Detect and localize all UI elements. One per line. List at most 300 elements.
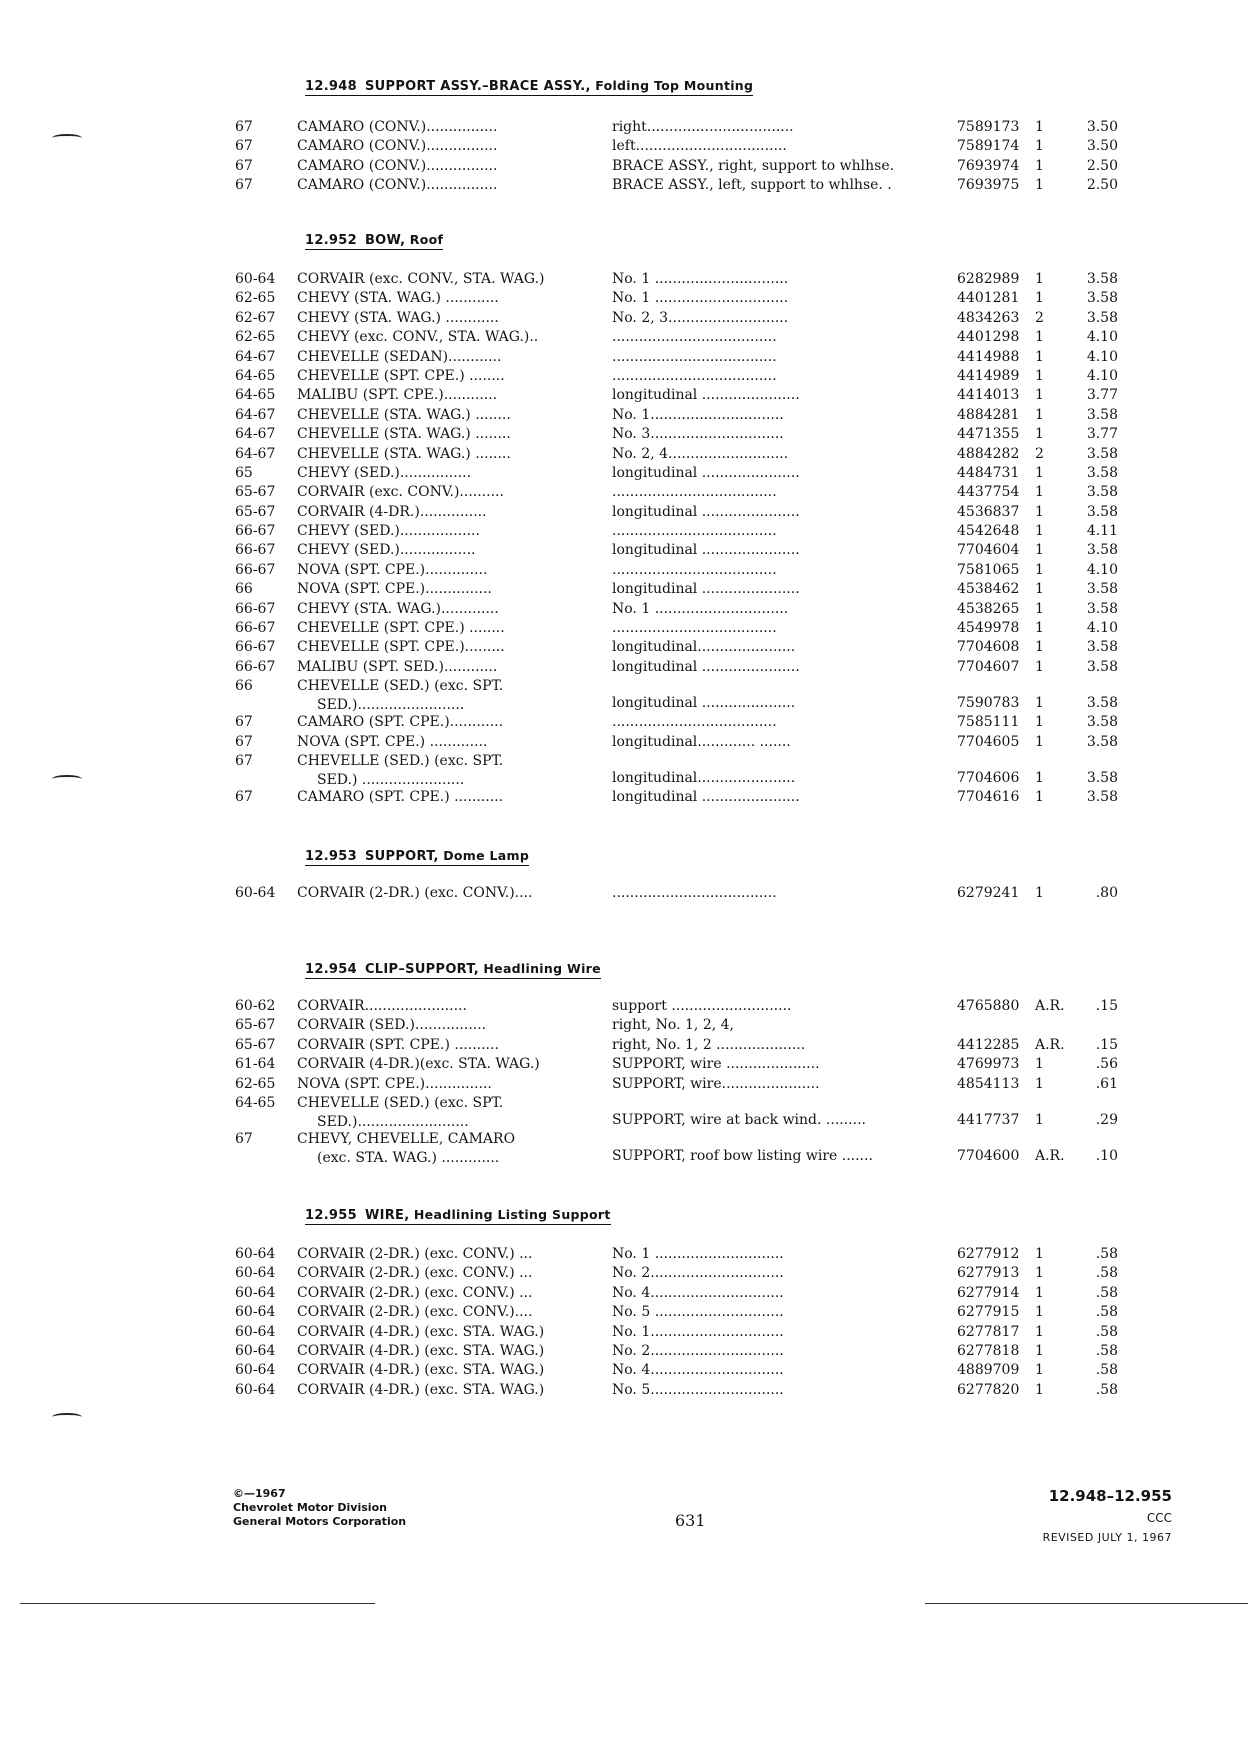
price: 3.77 bbox=[1086, 387, 1118, 404]
model-year: 60-64 bbox=[235, 1265, 276, 1282]
section-number: 12.954 bbox=[305, 962, 357, 977]
part-description: right, No. 1, 2 .................... bbox=[612, 1036, 806, 1053]
quantity: 1 bbox=[1035, 658, 1044, 675]
model-year: 65-67 bbox=[235, 484, 276, 501]
model-name bbox=[297, 1016, 587, 1035]
part-number: 4889709 bbox=[957, 1362, 1020, 1379]
model-year: 67 bbox=[235, 733, 253, 750]
part-number: 6277913 bbox=[957, 1265, 1020, 1282]
table-row bbox=[0, 997, 1248, 1016]
quantity: 1 bbox=[1035, 1265, 1044, 1282]
price: 3.58 bbox=[1086, 788, 1118, 805]
quantity: 1 bbox=[1035, 464, 1044, 481]
part-number: 4401298 bbox=[957, 329, 1020, 346]
section-title: BOW, bbox=[364, 233, 406, 248]
part-description: right................................. bbox=[612, 119, 794, 135]
model-name bbox=[297, 713, 587, 732]
model-name bbox=[297, 638, 587, 657]
model-name-line: CHEVY (STA. WAG.)............. bbox=[297, 600, 499, 617]
division-name: Chevrolet Motor Division bbox=[233, 1501, 387, 1514]
price: .10 bbox=[1095, 1147, 1118, 1164]
part-description: SUPPORT, wire at back wind. ......... bbox=[612, 1111, 866, 1128]
table-row bbox=[0, 309, 1248, 328]
model-name-line: CORVAIR (exc. CONV., STA. WAG.) bbox=[297, 271, 545, 287]
model-name bbox=[297, 677, 587, 715]
part-description: longitudinal ...................... bbox=[612, 464, 800, 481]
model-name bbox=[297, 348, 587, 367]
price: 3.58 bbox=[1086, 600, 1118, 617]
price: .15 bbox=[1095, 998, 1118, 1014]
page-number: 631 bbox=[675, 1511, 706, 1530]
quantity: A.R. bbox=[1035, 1147, 1065, 1164]
price: 3.58 bbox=[1086, 445, 1118, 462]
model-name bbox=[297, 1303, 587, 1322]
quantity: 1 bbox=[1035, 484, 1044, 501]
model-name bbox=[297, 561, 587, 580]
parts-list bbox=[0, 270, 1248, 807]
part-number: 6277915 bbox=[957, 1304, 1020, 1321]
model-name bbox=[297, 1036, 587, 1055]
price: .58 bbox=[1095, 1265, 1118, 1282]
quantity: 1 bbox=[1035, 348, 1044, 365]
model-year: 61-64 bbox=[235, 1056, 276, 1073]
part-description: longitudinal ..................... bbox=[612, 695, 796, 712]
model-name-line: CORVAIR (2-DR.) (exc. CONV.).... bbox=[297, 1304, 533, 1321]
part-number: 7589174 bbox=[957, 138, 1020, 155]
model-name-line: CHEVY (SED.)................. bbox=[297, 542, 476, 559]
model-name bbox=[297, 1284, 587, 1303]
model-year: 67 bbox=[235, 138, 253, 155]
section-subtitle: Roof bbox=[409, 232, 444, 247]
quantity: 1 bbox=[1035, 769, 1044, 786]
model-name bbox=[297, 328, 587, 347]
part-description: right, No. 1, 2, 4, bbox=[612, 1017, 734, 1034]
model-name bbox=[297, 176, 587, 195]
revision-date: REVISED JULY 1, 1967 bbox=[1042, 1531, 1172, 1544]
part-description: ..................................... bbox=[612, 885, 777, 901]
price: 3.58 bbox=[1086, 733, 1118, 750]
price: 3.58 bbox=[1086, 639, 1118, 656]
model-name-line: CORVAIR (2-DR.) (exc. CONV.) ... bbox=[297, 1284, 533, 1301]
part-number: 6277912 bbox=[957, 1246, 1020, 1262]
price: 4.10 bbox=[1086, 561, 1118, 578]
model-name-line: CHEVELLE (SPT. CPE.)......... bbox=[297, 639, 505, 656]
part-description: longitudinal...................... bbox=[612, 639, 796, 656]
model-name-line: CHEVELLE (STA. WAG.) ........ bbox=[297, 406, 511, 423]
price: .58 bbox=[1095, 1323, 1118, 1340]
model-year: 60-64 bbox=[235, 1362, 276, 1379]
model-year: 62-65 bbox=[235, 1075, 276, 1092]
table-row bbox=[0, 386, 1248, 405]
model-year: 60-64 bbox=[235, 1304, 276, 1321]
quantity: 1 bbox=[1035, 367, 1044, 384]
table-row bbox=[0, 1284, 1248, 1303]
model-year: 62-65 bbox=[235, 290, 276, 307]
part-number: 7589173 bbox=[957, 119, 1020, 135]
model-name-line: NOVA (SPT. CPE.)............... bbox=[297, 1075, 492, 1092]
model-year: 60-64 bbox=[235, 1342, 276, 1359]
quantity: 1 bbox=[1035, 1056, 1044, 1073]
price: .80 bbox=[1095, 885, 1118, 901]
model-name-line: CAMARO (SPT. CPE.)............ bbox=[297, 714, 504, 731]
table-row bbox=[0, 884, 1248, 903]
part-description: left.................................. bbox=[612, 138, 787, 155]
model-name-line: CHEVY (SED.)................ bbox=[297, 464, 472, 481]
model-name-line: CHEVELLE (SED.) (exc. SPT. bbox=[297, 1094, 504, 1111]
model-name bbox=[297, 367, 587, 386]
price: .58 bbox=[1095, 1284, 1118, 1301]
part-description: longitudinal...................... bbox=[612, 769, 796, 786]
model-year: 67 bbox=[235, 788, 253, 805]
section-heading bbox=[305, 1207, 611, 1225]
quantity: 1 bbox=[1035, 523, 1044, 540]
price: .58 bbox=[1095, 1304, 1118, 1321]
model-year: 65-67 bbox=[235, 1017, 276, 1034]
part-number: 4414989 bbox=[957, 367, 1020, 384]
model-name bbox=[297, 137, 587, 156]
model-name-line: CHEVELLE (SPT. CPE.) ........ bbox=[297, 620, 505, 637]
part-number: 4884281 bbox=[957, 406, 1020, 423]
price: .56 bbox=[1095, 1056, 1118, 1073]
section-heading bbox=[305, 78, 753, 96]
model-year: 66-67 bbox=[235, 542, 276, 559]
price: 3.50 bbox=[1086, 138, 1118, 155]
model-name-line: CAMARO (SPT. CPE.) ........... bbox=[297, 788, 504, 805]
table-row bbox=[0, 1094, 1248, 1130]
section-number: 12.955 bbox=[305, 1208, 357, 1223]
parts-list bbox=[0, 118, 1248, 196]
table-row bbox=[0, 788, 1248, 807]
model-name-line: CAMARO (CONV.)................ bbox=[297, 177, 498, 194]
model-year: 64-65 bbox=[235, 1094, 276, 1111]
part-number: 7585111 bbox=[957, 714, 1020, 731]
table-row bbox=[0, 503, 1248, 522]
part-description: BRACE ASSY., left, support to whlhse. . bbox=[612, 177, 892, 194]
quantity: 2 bbox=[1035, 309, 1044, 326]
model-name-line: CORVAIR....................... bbox=[297, 998, 467, 1014]
model-name-line: SED.)........................ bbox=[317, 697, 465, 714]
part-description: No. 1 .............................. bbox=[612, 290, 789, 307]
model-name bbox=[297, 1361, 587, 1380]
part-description: longitudinal ...................... bbox=[612, 542, 800, 559]
quantity: 1 bbox=[1035, 271, 1044, 287]
part-number: 4538462 bbox=[957, 581, 1020, 598]
table-row bbox=[0, 1130, 1248, 1166]
model-name bbox=[297, 600, 587, 619]
model-name bbox=[297, 1245, 587, 1264]
quantity: 1 bbox=[1035, 426, 1044, 443]
model-name bbox=[297, 619, 587, 638]
part-description: ..................................... bbox=[612, 329, 777, 346]
section-range: 12.948–12.955 bbox=[1048, 1487, 1172, 1505]
model-year: 64-67 bbox=[235, 426, 276, 443]
quantity: 1 bbox=[1035, 639, 1044, 656]
model-name-line: CAMARO (CONV.)................ bbox=[297, 138, 498, 155]
part-number: 4414013 bbox=[957, 387, 1020, 404]
quantity: 1 bbox=[1035, 714, 1044, 731]
table-row bbox=[0, 176, 1248, 195]
part-description: longitudinal ...................... bbox=[612, 387, 800, 404]
model-name bbox=[297, 1342, 587, 1361]
quantity: 1 bbox=[1035, 290, 1044, 307]
model-year: 60-62 bbox=[235, 998, 276, 1014]
part-number: 4765880 bbox=[957, 998, 1020, 1014]
model-year: 66 bbox=[235, 678, 253, 695]
model-name-line: CHEVELLE (SEDAN)............ bbox=[297, 348, 502, 365]
part-number: 4401281 bbox=[957, 290, 1020, 307]
model-name bbox=[297, 406, 587, 425]
price: 3.58 bbox=[1086, 503, 1118, 520]
footer-range-block bbox=[1043, 1487, 1172, 1544]
part-description: No. 2.............................. bbox=[612, 1265, 784, 1282]
quantity: 1 bbox=[1035, 561, 1044, 578]
table-row bbox=[0, 752, 1248, 788]
part-number: 4549978 bbox=[957, 620, 1020, 637]
table-row bbox=[0, 580, 1248, 599]
table-row bbox=[0, 1381, 1248, 1400]
part-number: 7704605 bbox=[957, 733, 1020, 750]
parts-list bbox=[0, 1245, 1248, 1400]
table-row bbox=[0, 677, 1248, 713]
table-row bbox=[0, 561, 1248, 580]
price: 3.77 bbox=[1086, 426, 1118, 443]
model-year: 60-64 bbox=[235, 1284, 276, 1301]
price: 3.58 bbox=[1086, 290, 1118, 307]
part-description: No. 2.............................. bbox=[612, 1342, 784, 1359]
price: .61 bbox=[1095, 1075, 1118, 1092]
parts-list bbox=[0, 884, 1248, 903]
model-year: 62-67 bbox=[235, 309, 276, 326]
part-description: No. 4.............................. bbox=[612, 1362, 784, 1379]
model-name-line: CHEVELLE (STA. WAG.) ........ bbox=[297, 426, 511, 443]
model-year: 67 bbox=[235, 119, 253, 135]
price: 3.58 bbox=[1086, 714, 1118, 731]
model-name bbox=[297, 580, 587, 599]
model-year: 60-64 bbox=[235, 885, 276, 901]
quantity: 1 bbox=[1035, 1075, 1044, 1092]
quantity: 1 bbox=[1035, 406, 1044, 423]
table-row bbox=[0, 638, 1248, 657]
part-number: 6277817 bbox=[957, 1323, 1020, 1340]
quantity: 1 bbox=[1035, 1246, 1044, 1262]
part-description: SUPPORT, wire...................... bbox=[612, 1075, 820, 1092]
model-name bbox=[297, 118, 587, 137]
price: .58 bbox=[1095, 1246, 1118, 1262]
part-description: longitudinal............. ....... bbox=[612, 733, 791, 750]
table-row bbox=[0, 522, 1248, 541]
table-row bbox=[0, 406, 1248, 425]
section-number: 12.948 bbox=[305, 79, 357, 94]
quantity: 1 bbox=[1035, 119, 1044, 135]
model-name bbox=[297, 289, 587, 308]
model-name-line: CORVAIR (4-DR.) (exc. STA. WAG.) bbox=[297, 1342, 545, 1359]
price: 3.58 bbox=[1086, 695, 1118, 712]
margin-mark bbox=[52, 134, 82, 142]
quantity: 1 bbox=[1035, 733, 1044, 750]
price: 3.58 bbox=[1086, 271, 1118, 287]
part-number: 6282989 bbox=[957, 271, 1020, 287]
table-row bbox=[0, 289, 1248, 308]
quantity: 1 bbox=[1035, 1304, 1044, 1321]
model-year: 66-67 bbox=[235, 620, 276, 637]
part-number: 4542648 bbox=[957, 523, 1020, 540]
table-row bbox=[0, 328, 1248, 347]
model-name-line: CORVAIR (2-DR.) (exc. CONV.) ... bbox=[297, 1265, 533, 1282]
model-name-line: CORVAIR (SED.)................ bbox=[297, 1017, 487, 1034]
price: 3.58 bbox=[1086, 542, 1118, 559]
section-title: SUPPORT, bbox=[364, 849, 439, 864]
table-row bbox=[0, 600, 1248, 619]
price: 4.11 bbox=[1086, 523, 1118, 540]
part-description: No. 2, 3........................... bbox=[612, 309, 789, 326]
table-row bbox=[0, 1036, 1248, 1055]
model-year: 66-67 bbox=[235, 523, 276, 540]
corporation-name: General Motors Corporation bbox=[233, 1515, 407, 1528]
price: 3.58 bbox=[1086, 309, 1118, 326]
price: 2.50 bbox=[1086, 177, 1118, 194]
model-year: 65-67 bbox=[235, 503, 276, 520]
part-number: 4834263 bbox=[957, 309, 1020, 326]
part-number: 6277818 bbox=[957, 1342, 1020, 1359]
part-number: 7693975 bbox=[957, 177, 1020, 194]
price: .29 bbox=[1095, 1111, 1118, 1128]
model-year: 60-64 bbox=[235, 1381, 276, 1398]
table-row bbox=[0, 348, 1248, 367]
part-description: BRACE ASSY., right, support to whlhse. bbox=[612, 157, 895, 174]
model-year: 66-67 bbox=[235, 600, 276, 617]
quantity: A.R. bbox=[1035, 1036, 1065, 1053]
model-name-line: CHEVELLE (STA. WAG.) ........ bbox=[297, 445, 511, 462]
price: 3.58 bbox=[1086, 581, 1118, 598]
section-heading bbox=[305, 232, 443, 250]
model-name-line: NOVA (SPT. CPE.) ............. bbox=[297, 733, 488, 750]
table-row bbox=[0, 157, 1248, 176]
table-row bbox=[0, 137, 1248, 156]
model-name-line: CORVAIR (exc. CONV.).......... bbox=[297, 484, 504, 501]
model-name bbox=[297, 483, 587, 502]
margin-mark bbox=[52, 775, 82, 783]
table-row bbox=[0, 1303, 1248, 1322]
model-year: 67 bbox=[235, 177, 253, 194]
model-year: 60-64 bbox=[235, 271, 276, 287]
part-number: 6279241 bbox=[957, 885, 1020, 901]
model-name bbox=[297, 522, 587, 541]
model-name bbox=[297, 788, 587, 807]
quantity: 1 bbox=[1035, 885, 1044, 901]
model-name-line: CHEVY (STA. WAG.) ............ bbox=[297, 309, 499, 326]
model-name-line: SED.)......................... bbox=[317, 1113, 469, 1130]
model-year: 67 bbox=[235, 714, 253, 731]
part-number: 7704608 bbox=[957, 639, 1020, 656]
model-name bbox=[297, 1094, 587, 1132]
quantity: 1 bbox=[1035, 329, 1044, 346]
quantity: 1 bbox=[1035, 1323, 1044, 1340]
part-number: 4484731 bbox=[957, 464, 1020, 481]
quantity: 1 bbox=[1035, 138, 1044, 155]
model-name-line: CORVAIR (SPT. CPE.) .......... bbox=[297, 1036, 499, 1053]
part-number: 7590783 bbox=[957, 695, 1020, 712]
model-year: 64-65 bbox=[235, 387, 276, 404]
model-year: 66-67 bbox=[235, 658, 276, 675]
model-name-line: CORVAIR (4-DR.)............... bbox=[297, 503, 487, 520]
part-number: 4417737 bbox=[957, 1111, 1020, 1128]
price: 3.58 bbox=[1086, 484, 1118, 501]
section-title: SUPPORT ASSY.–BRACE ASSY., bbox=[364, 79, 591, 94]
part-number: 7704604 bbox=[957, 542, 1020, 559]
model-name bbox=[297, 309, 587, 328]
part-description: No. 4.............................. bbox=[612, 1284, 784, 1301]
table-row bbox=[0, 483, 1248, 502]
model-name bbox=[297, 658, 587, 677]
section-heading bbox=[305, 848, 529, 866]
price: 3.50 bbox=[1086, 119, 1118, 135]
part-description: No. 1 .............................. bbox=[612, 271, 789, 287]
quantity: 1 bbox=[1035, 600, 1044, 617]
model-name-line: MALIBU (SPT. SED.)............ bbox=[297, 658, 498, 675]
quantity: 1 bbox=[1035, 1362, 1044, 1379]
model-name bbox=[297, 464, 587, 483]
part-description: longitudinal ...................... bbox=[612, 658, 800, 675]
model-name bbox=[297, 884, 587, 903]
table-row bbox=[0, 619, 1248, 638]
part-description: longitudinal ...................... bbox=[612, 503, 800, 520]
table-row bbox=[0, 541, 1248, 560]
part-description: No. 2, 4........................... bbox=[612, 445, 789, 462]
model-name-line: CHEVY (exc. CONV., STA. WAG.).. bbox=[297, 329, 539, 346]
price: 4.10 bbox=[1086, 367, 1118, 384]
model-name bbox=[297, 752, 587, 790]
table-row bbox=[0, 1245, 1248, 1264]
model-name bbox=[297, 1323, 587, 1342]
model-name bbox=[297, 997, 587, 1016]
part-number: 4414988 bbox=[957, 348, 1020, 365]
price: 4.10 bbox=[1086, 329, 1118, 346]
part-number: 6277820 bbox=[957, 1381, 1020, 1398]
footer-publisher bbox=[233, 1487, 406, 1529]
section-subtitle: Folding Top Mounting bbox=[595, 78, 754, 93]
price: .58 bbox=[1095, 1362, 1118, 1379]
part-description: No. 5 ............................. bbox=[612, 1304, 784, 1321]
model-name bbox=[297, 1264, 587, 1283]
quantity: A.R. bbox=[1035, 998, 1065, 1014]
table-row bbox=[0, 1075, 1248, 1094]
section-title: WIRE, bbox=[364, 1208, 410, 1223]
model-name-line: CORVAIR (2-DR.) (exc. CONV.) ... bbox=[297, 1246, 533, 1262]
quantity: 1 bbox=[1035, 503, 1044, 520]
table-row bbox=[0, 1264, 1248, 1283]
price: 3.58 bbox=[1086, 464, 1118, 481]
model-name-line: NOVA (SPT. CPE.)............... bbox=[297, 581, 492, 598]
quantity: 1 bbox=[1035, 157, 1044, 174]
part-description: ..................................... bbox=[612, 561, 777, 578]
price: 3.58 bbox=[1086, 658, 1118, 675]
part-description: SUPPORT, wire ..................... bbox=[612, 1056, 820, 1073]
model-year: 64-65 bbox=[235, 367, 276, 384]
model-year: 64-67 bbox=[235, 348, 276, 365]
model-year: 66 bbox=[235, 581, 253, 598]
model-name-line: MALIBU (SPT. CPE.)............ bbox=[297, 387, 498, 404]
model-name-line: CORVAIR (4-DR.)(exc. STA. WAG.) bbox=[297, 1056, 540, 1073]
table-row bbox=[0, 1016, 1248, 1035]
model-name bbox=[297, 157, 587, 176]
table-row bbox=[0, 1323, 1248, 1342]
price: 4.10 bbox=[1086, 620, 1118, 637]
price: 2.50 bbox=[1086, 157, 1118, 174]
part-number: 4854113 bbox=[957, 1075, 1020, 1092]
model-name-line: CHEVELLE (SED.) (exc. SPT. bbox=[297, 752, 504, 769]
part-number: 7704607 bbox=[957, 658, 1020, 675]
model-year: 66-67 bbox=[235, 561, 276, 578]
